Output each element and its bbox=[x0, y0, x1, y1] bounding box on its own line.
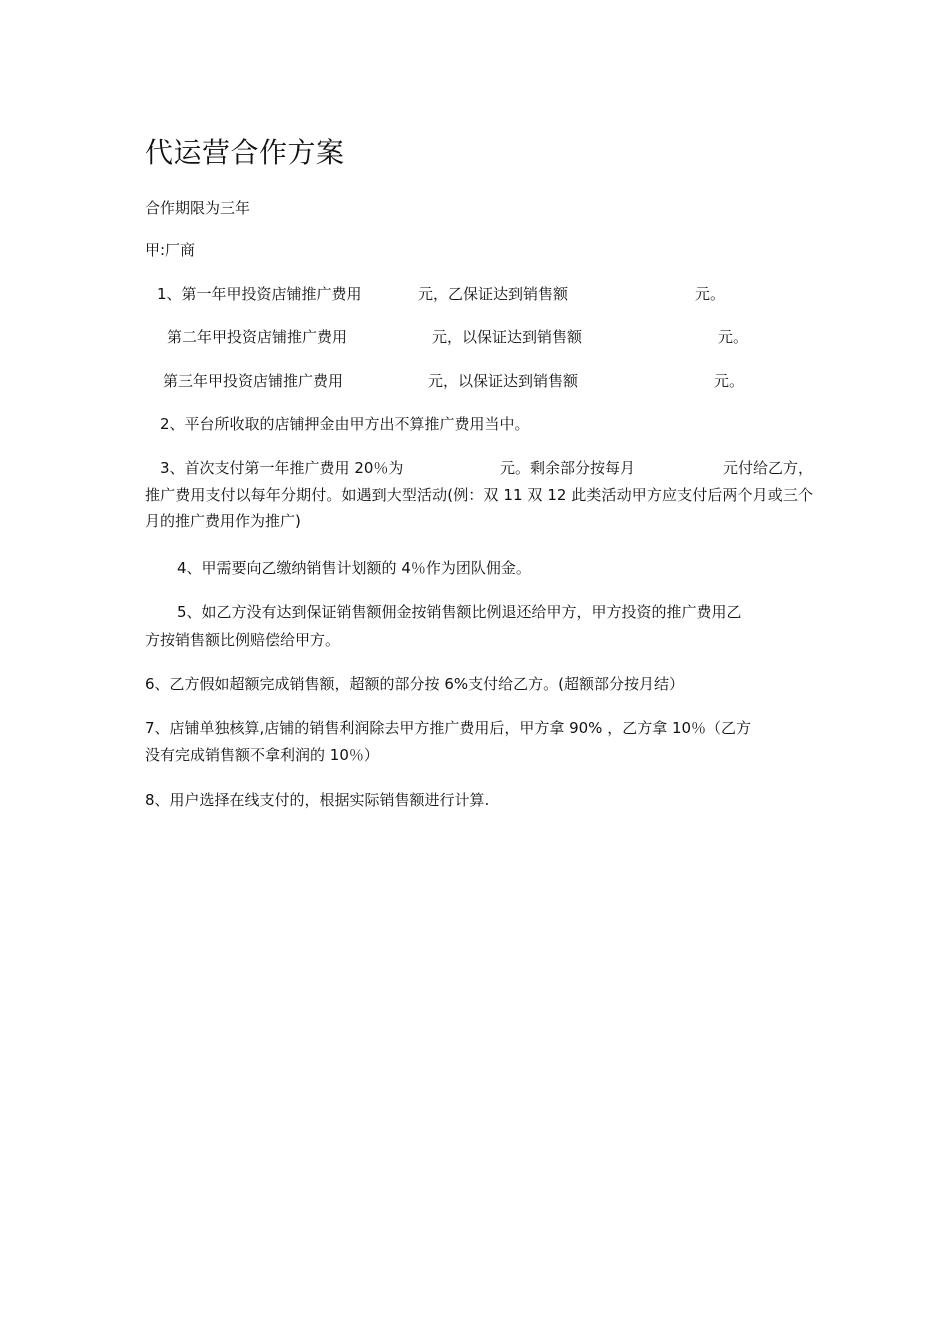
item-1-year-2-text: 第二年甲投资店铺推广费用 bbox=[167, 328, 348, 346]
item-8: 8、用户选择在线支付的，根据实际销售额进行计算. bbox=[145, 791, 490, 809]
item-3-continuation: 推广费用支付以每年分期付。如遇到大型活动(例：双 11 双 12 此类活动甲方应支付后两个月或三个月的推广费用作为推广) bbox=[145, 486, 813, 530]
item-1-year-1-unit: 元。 bbox=[695, 285, 726, 303]
item-3-text-c: 元付给乙方， bbox=[723, 459, 814, 477]
item-1-year-3-text: 第三年甲投资店铺推广费用 bbox=[163, 372, 344, 390]
item-1-year-1-text: 1、第一年甲投资店铺推广费用 bbox=[157, 285, 362, 303]
item-5-first-line: 5、如乙方没有达到保证销售额佣金按销售额比例退还给甲方，甲方投资的推广费用乙 bbox=[177, 603, 742, 621]
item-2: 2、平台所收取的店铺押金由甲方出不算推广费用当中。 bbox=[160, 415, 530, 433]
item-3-text-b: 元。剩余部分按每月 bbox=[500, 459, 636, 477]
item-3-first-line bbox=[0, 458, 950, 478]
party-a: 甲:厂商 bbox=[145, 241, 196, 259]
item-6: 6、乙方假如超额完成销售额，超额的部分按 6%支付给乙方。(超额部分按月结） bbox=[145, 675, 684, 693]
cooperation-term: 合作期限为三年 bbox=[145, 199, 251, 217]
document-title: 代运营合作方案 bbox=[145, 136, 345, 169]
item-5-second-line: 方按销售额比例赔偿给甲方。 bbox=[145, 631, 341, 649]
item-1-year-3 bbox=[0, 371, 950, 391]
item-1-year-1-sales-text: 元，乙保证达到销售额 bbox=[418, 285, 569, 303]
item-7-second-line: 没有完成销售额不拿利润的 10％） bbox=[145, 746, 379, 764]
item-1-year-2 bbox=[0, 327, 950, 347]
item-1-year-3-sales-text: 元，以保证达到销售额 bbox=[428, 372, 579, 390]
item-1-year-1 bbox=[0, 284, 950, 304]
item-3-text-a: 3、首次支付第一年推广费用 20％为 bbox=[160, 459, 404, 477]
item-1-year-2-sales-text: 元，以保证达到销售额 bbox=[432, 328, 583, 346]
item-1-year-2-unit: 元。 bbox=[718, 328, 749, 346]
item-4: 4、甲需要向乙缴纳销售计划额的 4％作为团队佣金。 bbox=[177, 559, 531, 577]
item-7-first-line: 7、店铺单独核算,店铺的销售利润除去甲方推广费用后，甲方拿 90% ，乙方拿 10％（乙方 bbox=[145, 719, 752, 737]
item-1-year-3-unit: 元。 bbox=[714, 372, 745, 390]
